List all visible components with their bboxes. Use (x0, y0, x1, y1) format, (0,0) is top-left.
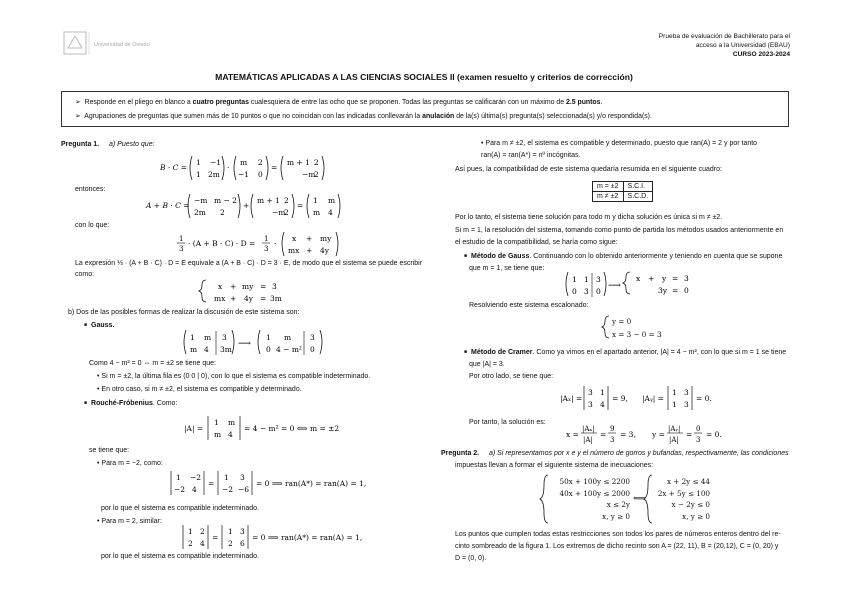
svg-text:0: 0 (596, 287, 601, 296)
svg-text:· (A + B · C) · D =: · (A + B · C) · D = (188, 239, 256, 248)
svg-text:=: = (212, 533, 219, 542)
rouche-determinant (184, 413, 340, 443)
por-otro-text: Por otro lado, se tiene que: (469, 373, 554, 380)
svg-text:+: + (230, 294, 237, 303)
svg-text:|Aₓ|: |Aₓ| (582, 425, 595, 433)
svg-text:my: my (242, 282, 254, 291)
ineq-left-1: 50x + 100y ≤ 2200 (559, 477, 630, 486)
equiv-icon: ⟺ (633, 494, 646, 504)
svg-text:1: 1 (584, 275, 589, 284)
svg-text:=: = (260, 282, 267, 291)
ineq-right-4: x, y ≥ 0 (682, 511, 710, 521)
svg-text:= 3,: = 3, (620, 430, 636, 439)
svg-text:⟶: ⟶ (608, 281, 621, 291)
svg-text:=: = (600, 430, 607, 439)
svg-text:4: 4 (204, 345, 209, 354)
svg-text:|A| =: |A| = (184, 424, 204, 433)
svg-text:m − 2: m − 2 (214, 196, 237, 205)
gauss-matrices (180, 328, 330, 358)
svg-text:3: 3 (179, 245, 184, 253)
table-cell: m ≠ ±2 (593, 192, 624, 202)
expr-text-line1: La expresión ⅓ · (A + B · C) · D = E equivale a (A + B · C) · D = 3 · E, de modo que el sistema se puede escribir (75, 260, 423, 267)
svg-text:1: 1 (313, 196, 318, 205)
svg-text:2: 2 (220, 208, 225, 217)
svg-text:3: 3 (696, 436, 701, 444)
svg-text:=: = (672, 274, 679, 283)
svg-text:x: x (218, 282, 223, 291)
q2-line2: impuestas llevan a formar el siguiente sistema de inecuaciones: (455, 462, 654, 469)
svg-text:x: x (292, 234, 297, 243)
svg-text:= 0 ⟹ ran(A*) = ran(A) = 1,: = 0 ⟹ ran(A*) = ran(A) = 1, (256, 479, 367, 488)
svg-text:|Aₓ| =: |Aₓ| = (560, 394, 583, 403)
svg-text:4y: 4y (244, 294, 254, 303)
university-name: Universidad de Oviedo (94, 42, 150, 48)
svg-text:1: 1 (176, 473, 181, 482)
bc-equation (150, 152, 350, 184)
se-tiene-label: se tiene que: (89, 447, 130, 454)
si-m1-line1: Si m = 1, la resolución del sistema, tomando como punto de partida los métodos usados anteriormente en (455, 227, 784, 234)
svg-text:m: m (284, 333, 292, 342)
svg-text:+: + (230, 282, 237, 291)
svg-text:mx: mx (288, 246, 300, 255)
svg-text:m: m (328, 196, 336, 205)
svg-text:m: m (214, 430, 222, 439)
q2-label: Pregunta 2. (441, 450, 480, 457)
svg-text:3m: 3m (220, 345, 232, 354)
svg-text:=: = (297, 201, 304, 210)
svg-text:=: = (686, 430, 693, 439)
svg-text:2: 2 (188, 539, 193, 548)
svg-text:|A|: |A| (669, 436, 679, 444)
svg-text:−1: −1 (210, 158, 222, 167)
puntos-line3: D = (0, 0). (455, 555, 487, 562)
svg-text:1: 1 (179, 235, 184, 243)
svg-text:4 − m²: 4 − m² (276, 345, 302, 354)
svg-text:−m: −m (302, 170, 316, 179)
gauss-bullet-1: • Si m = ±2, la última fila es (0 0 | 0), con lo que el sistema es compatible indeterminado. (97, 373, 371, 380)
svg-text:=: = (260, 294, 267, 303)
svg-text:1: 1 (228, 527, 233, 536)
sol-x: x = 3 − 0 = 3 (612, 330, 662, 339)
svg-text:m: m (228, 418, 236, 427)
det-m-2 (180, 522, 380, 552)
abc-equation (140, 190, 360, 222)
expr-text-line2: como: (75, 271, 95, 278)
right-line-1: • Para m ≠ ±2, el sistema es compatible y determinado, puesto que ran(A) = 2 y por tanto (481, 140, 758, 147)
svg-text:y: y (662, 274, 667, 283)
page-title: MATEMÁTICAS APLICADAS A LAS CIENCIAS SOCIALES II (examen resuelto y criterios de corrección) (215, 72, 633, 82)
table-cell: S.C.D. (623, 192, 653, 202)
svg-text:3m: 3m (270, 294, 282, 303)
svg-text:3: 3 (272, 282, 277, 291)
ineq-right-1: x + 2y ≤ 44 (666, 477, 710, 486)
svg-text:4: 4 (200, 539, 205, 548)
svg-text:0: 0 (696, 425, 701, 433)
svg-text:3: 3 (264, 245, 269, 253)
metodo-gauss-heading: ■ Método de Gauss. Continuando con lo obtenido anteriormente y teniendo en cuenta que se supone (464, 253, 782, 260)
svg-text:3: 3 (684, 274, 689, 283)
puntos-line1: Los puntos que cumplen todas estas restricciones son todos los pares de números enteros dentro del re- (455, 531, 781, 538)
svg-text:0: 0 (266, 345, 271, 354)
svg-text:−2: −2 (190, 473, 202, 482)
svg-text:3: 3 (596, 275, 601, 284)
para-m-2: • Para m = 2, similar: (97, 518, 162, 525)
metodo-cramer-heading: ■ Método de Cramer. Como ya vimos en el apartado anterior, |A| = 4 − m², con lo que si m = 1 se tiene (464, 349, 786, 356)
svg-text:1: 1 (214, 418, 219, 427)
metodo-gauss-line2: que m = 1, se tiene que: (469, 265, 545, 272)
svg-text:4: 4 (328, 208, 333, 217)
svg-text:−m: −m (194, 196, 208, 205)
table-row (593, 192, 653, 202)
con-lo-que-label: con lo que: (75, 222, 110, 229)
svg-text:·: · (227, 163, 230, 172)
svg-text:2: 2 (284, 208, 289, 217)
por-tanto-solucion: Por tanto, la solución es: (469, 419, 546, 426)
q1-label: Pregunta 1. (61, 141, 100, 148)
svg-text:4: 4 (600, 400, 605, 409)
svg-text:0: 0 (684, 286, 689, 295)
instruction-1: ➢ Responde en el pliego en blanco a cuatro preguntas cualesquiera de entre las ocho que se proponen. Todas las preguntas se calificarán con un máximo de 2.5 puntos. (75, 99, 603, 106)
si-m1-line2: el estudio de la compatibilidad, se haría como sigue: (455, 239, 618, 246)
svg-text:my: my (320, 234, 332, 243)
para-m-neg2: • Para m = −2, como: (97, 460, 163, 467)
header-info (590, 32, 790, 59)
course-label: CURSO 2023-2024 (732, 51, 790, 58)
q2-line1: a) Si representamos por x e y el número de gorros y bufandas, respectivamente, las condiciones (489, 450, 789, 457)
svg-text:3: 3 (588, 400, 593, 409)
svg-text:= 4 − m² = 0 ⟺ m = ±2: = 4 − m² = 0 ⟺ m = ±2 (244, 424, 340, 433)
svg-text:·: · (274, 239, 277, 248)
svg-text:m: m (190, 345, 198, 354)
ineq-left-3: x ≤ 2y (606, 500, 630, 509)
table-row (593, 182, 653, 192)
entonces-label: entonces: (75, 186, 106, 193)
ineq-right-2: 2x + 5y ≤ 100 (657, 488, 710, 498)
ineq-left (548, 476, 630, 522)
svg-text:3: 3 (240, 473, 245, 482)
svg-text:=: = (672, 286, 679, 295)
svg-text:3: 3 (240, 527, 245, 536)
svg-text:3: 3 (588, 388, 593, 397)
svg-text:1: 1 (196, 170, 201, 179)
compat-table (592, 181, 653, 202)
svg-text:+: + (648, 274, 655, 283)
rouche-heading: ■ Rouché-Fróbenius. Como: (84, 400, 177, 407)
svg-text:4: 4 (228, 430, 233, 439)
svg-text:0: 0 (572, 287, 577, 296)
puntos-line2: cinto sombreado de la figura 1. Los extremos de dicho recinto son A = (22, 11), B = (20,12), C = (0, 20) y (455, 543, 779, 550)
svg-text:2: 2 (200, 527, 205, 536)
instruction-2: ➢ Agrupaciones de preguntas que sumen más de 10 puntos o que no coincidan con las indicadas conllevarán la anulación de la(s) última(s) pregunta(s) seleccionada(s) y/o respondida(s). (75, 113, 652, 120)
svg-text:|Aᵧ| =: |Aᵧ| = (642, 394, 664, 403)
svg-text:1: 1 (224, 473, 229, 482)
svg-text:+: + (306, 234, 313, 243)
svg-text:= 0.: = 0. (706, 430, 722, 439)
svg-text:1: 1 (264, 235, 269, 243)
svg-text:x: x (636, 274, 641, 283)
svg-text:3: 3 (222, 333, 227, 342)
svg-text:4y: 4y (320, 246, 330, 255)
svg-text:= 9,: = 9, (612, 394, 628, 403)
svg-text:−6: −6 (238, 485, 250, 494)
svg-text:3: 3 (584, 287, 589, 296)
compat-text-2: por lo que el sistema es compatible indeterminado. (101, 553, 259, 560)
gauss-m1-system (562, 270, 702, 298)
header-line2: acceso a la Universidad (EBAU) (695, 42, 790, 49)
svg-text:4: 4 (192, 485, 197, 494)
ineq-left-4: x, y ≥ 0 (602, 511, 630, 521)
lo-tanto-text: Por lo tanto, el sistema tiene solución para todo m y dicha solución es única si m ≠ ±2. (455, 214, 723, 221)
ineq-right-3: x − 2y ≤ 0 (671, 500, 710, 509)
svg-text:=: = (208, 479, 215, 488)
system-equation (200, 278, 310, 304)
svg-text:= 0 ⟹ ran(A*) = ran(A) = 1,: = 0 ⟹ ran(A*) = ran(A) = 1, (252, 533, 363, 542)
right-line-2: ran(A) = ran(A*) = nº incógnitas. (481, 152, 581, 159)
svg-text:1: 1 (190, 333, 195, 342)
asi-pues-text: Así pues, la compatibilidad de este sistema quedaría resumida en el siguiente cuadro: (455, 166, 722, 173)
svg-text:1: 1 (672, 400, 677, 409)
ineq-left-2: 40x + 100y ≤ 2000 (559, 488, 630, 498)
svg-text:y =: y = (652, 430, 665, 439)
svg-text:1: 1 (672, 388, 677, 397)
svg-text:3: 3 (610, 436, 615, 444)
svg-text:m + 1: m + 1 (257, 196, 280, 205)
svg-text:= 0.: = 0. (696, 394, 712, 403)
svg-text:3: 3 (310, 333, 315, 342)
svg-text:2: 2 (228, 539, 233, 548)
compat-text-1: por lo que el sistema es compatible indeterminado. (101, 505, 259, 512)
ineq-right (650, 476, 710, 522)
svg-text:|A|: |A| (583, 436, 593, 444)
svg-text:3: 3 (684, 388, 689, 397)
svg-text:|Aᵧ|: |Aᵧ| (668, 425, 681, 433)
svg-text:1: 1 (196, 158, 201, 167)
svg-text:2: 2 (284, 196, 289, 205)
part-b-text: b) Dos de las posibles formas de realizar la discusión de este sistema son: (68, 309, 300, 316)
expr-equation (176, 228, 346, 260)
svg-text:⟶: ⟶ (238, 339, 251, 349)
q1a-text: a) Puesto que: (109, 141, 155, 148)
svg-text:B · C =: B · C = (160, 163, 188, 172)
sol-y: y = 0 (612, 317, 632, 326)
svg-text:m: m (204, 333, 212, 342)
university-logo (62, 30, 177, 58)
cramer-determinants (560, 383, 710, 413)
svg-text:m: m (313, 208, 321, 217)
svg-text:9: 9 (610, 425, 615, 433)
svg-text:0: 0 (258, 170, 263, 179)
metodo-cramer-line2: que |A| = 3. (469, 361, 505, 368)
svg-text:m: m (240, 158, 248, 167)
svg-text:−2: −2 (222, 485, 234, 494)
resolviendo-text: Resolviendo este sistema escalonado: (469, 302, 589, 309)
instructions-box (61, 91, 789, 127)
det-m-neg2 (168, 468, 368, 498)
table-cell: S.C.I. (623, 182, 653, 192)
header-line1: Prueba de evaluación de Bachillerato para el (658, 33, 790, 40)
gauss-heading: ■ Gauss. (84, 322, 114, 329)
svg-text:m + 1: m + 1 (287, 158, 310, 167)
svg-text:x =: x = (566, 430, 579, 439)
svg-text:1: 1 (600, 388, 605, 397)
svg-text:−m: −m (272, 208, 286, 217)
svg-text:+: + (243, 201, 250, 210)
svg-text:+: + (306, 246, 313, 255)
svg-text:6: 6 (240, 539, 245, 548)
svg-text:1: 1 (188, 527, 193, 536)
svg-text:3: 3 (684, 400, 689, 409)
svg-text:−2: −2 (174, 485, 186, 494)
svg-text:mx: mx (214, 294, 226, 303)
svg-text:−1: −1 (238, 170, 250, 179)
gauss-bullet-2: • En otro caso, si m ≠ ±2, el sistema es compatible y determinado. (97, 386, 302, 393)
cramer-solution (566, 420, 726, 450)
svg-text:2: 2 (314, 170, 319, 179)
svg-text:1: 1 (572, 275, 577, 284)
svg-text:3y: 3y (658, 286, 668, 295)
svg-text:0: 0 (310, 345, 315, 354)
gauss-condition: Como 4 − m² = 0 ⇔ m = ±2 se tiene que: (89, 360, 216, 367)
svg-text:A + B · C =: A + B · C = (146, 201, 190, 210)
svg-text:2m: 2m (208, 170, 220, 179)
table-cell: m = ±2 (593, 182, 624, 192)
svg-text:=: = (271, 163, 278, 172)
svg-text:2: 2 (314, 158, 319, 167)
svg-text:1: 1 (266, 333, 271, 342)
svg-text:2: 2 (258, 158, 263, 167)
svg-text:2m: 2m (194, 208, 206, 217)
